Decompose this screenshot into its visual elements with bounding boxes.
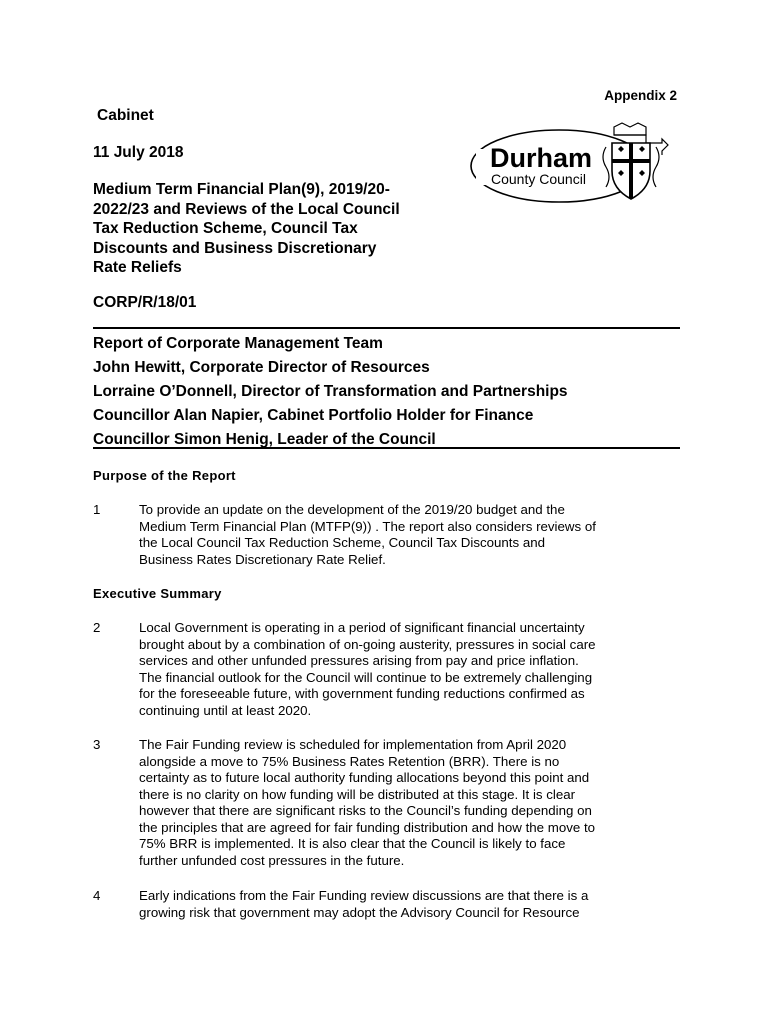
paragraph-line: continuing until at least 2020. xyxy=(139,702,312,718)
durham-county-council-logo xyxy=(464,121,679,206)
report-title-line: Rate Reliefs xyxy=(93,259,182,276)
report-title xyxy=(93,180,463,278)
author-line: Councillor Simon Henig, Leader of the Council xyxy=(93,431,436,448)
paragraph-line: To provide an update on the development of the 2019/20 budget and the xyxy=(139,502,565,517)
paragraph-number: 3 xyxy=(93,737,101,752)
paragraph-text xyxy=(139,737,683,869)
report-title-line: Tax Reduction Scheme, Council Tax xyxy=(93,220,358,237)
report-authors xyxy=(93,332,568,452)
paragraph-line: the Local Council Tax Reduction Scheme, Council Tax Discounts and xyxy=(139,535,546,550)
paragraph-text xyxy=(139,888,683,921)
paragraph-line: further unfunded cost pressures in the future. xyxy=(139,852,405,868)
paragraph-line: services and other unfunded pressures arising from pay and price inflation. xyxy=(139,653,579,668)
paragraph-line: Business Rates Discretionary Rate Relief. xyxy=(139,551,386,567)
report-title-line: Medium Term Financial Plan(9), 2019/20- xyxy=(93,181,390,198)
paragraph-4 xyxy=(93,888,683,921)
author-line: Lorraine O’Donnell, Director of Transformation and Partnerships xyxy=(93,383,568,400)
paragraph-line: however that there are significant risks to the Council’s funding depending on xyxy=(139,803,592,818)
meeting-date: 11 July 2018 xyxy=(93,144,184,161)
report-title-line: 2022/23 and Reviews of the Local Council xyxy=(93,200,400,218)
author-line: Councillor Alan Napier, Cabinet Portfolio Holder for Finance xyxy=(93,407,534,424)
paragraph-3 xyxy=(93,737,683,869)
paragraph-line: alongside a move to 75% Business Rates Retention (BRR). There is no xyxy=(139,753,560,769)
paragraph-line: brought about by a combination of on-going austerity, pressures in social care xyxy=(139,636,596,652)
paragraph-number: 4 xyxy=(93,888,101,903)
divider-top xyxy=(93,327,680,329)
paragraph-2 xyxy=(93,620,683,719)
paragraph-line: 75% BRR is implemented. It is also clear that the Council is likely to face xyxy=(139,836,566,851)
purpose-heading: Purpose of the Report xyxy=(93,468,236,483)
paragraph-line: the principles that are agreed for fair funding distribution and how the move to xyxy=(139,819,596,835)
paragraph-line: Medium Term Financial Plan (MTFP(9)) . The report also considers reviews of xyxy=(139,518,596,534)
author-line: Report of Corporate Management Team xyxy=(93,335,383,352)
paragraph-text xyxy=(139,502,683,568)
paragraph-line: growing risk that government may adopt the Advisory Council for Resource xyxy=(139,904,580,920)
report-title-line: Discounts and Business Discretionary xyxy=(93,239,377,257)
paragraph-line: there is no clarity on how funding will be distributed at this stage. It is clear xyxy=(139,786,576,802)
paragraph-1 xyxy=(93,502,683,568)
paragraph-number: 1 xyxy=(93,502,101,517)
paragraph-text xyxy=(139,620,683,719)
paragraph-line: Early indications from the Fair Funding review discussions are that there is a xyxy=(139,888,589,903)
paragraph-line: certainty as to future local authority funding allocations beyond this point and xyxy=(139,770,590,785)
author-line: John Hewitt, Corporate Director of Resources xyxy=(93,359,430,376)
paragraph-number: 2 xyxy=(93,620,101,635)
logo-subtitle: County Council xyxy=(491,171,586,187)
coat-of-arms-icon xyxy=(603,123,668,199)
paragraph-line: The financial outlook for the Council will continue to be extremely challenging xyxy=(139,669,593,685)
meeting-name: Cabinet xyxy=(97,107,154,124)
appendix-label: Appendix 2 xyxy=(604,88,677,103)
summary-heading: Executive Summary xyxy=(93,586,222,601)
report-reference: CORP/R/18/01 xyxy=(93,294,197,311)
logo-name: Durham xyxy=(490,143,593,173)
paragraph-line: Local Government is operating in a period of significant financial uncertainty xyxy=(139,620,585,635)
paragraph-line: for the foreseeable future, with government funding reductions confirmed as xyxy=(139,686,585,701)
paragraph-line: The Fair Funding review is scheduled for implementation from April 2020 xyxy=(139,737,567,752)
divider-bottom xyxy=(93,447,680,449)
